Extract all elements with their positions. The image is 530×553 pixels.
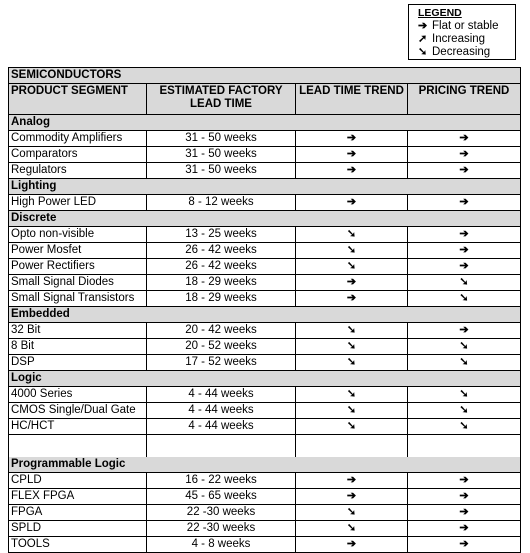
table-row xyxy=(9,419,521,435)
arrow-right-icon: ➔ xyxy=(408,537,521,553)
arrow-down-right-icon: ➘ xyxy=(418,46,428,58)
arrow-down-right-icon: ➘ xyxy=(408,291,521,307)
lead-time-table xyxy=(8,67,521,553)
arrow-right-icon: ➔ xyxy=(408,489,521,505)
lead-time-value: 13 - 25 weeks xyxy=(147,227,296,243)
table-row xyxy=(9,403,521,419)
arrow-down-right-icon: ➘ xyxy=(296,259,408,275)
product-name: Power Rectifiers xyxy=(9,259,147,275)
arrow-right-icon: ➔ xyxy=(296,537,408,553)
category-label: Discrete xyxy=(9,211,521,227)
legend-item-increasing xyxy=(418,33,515,46)
arrow-down-right-icon: ➘ xyxy=(296,505,408,521)
table-row xyxy=(9,355,521,371)
table-row xyxy=(9,275,521,291)
header-product-segment: PRODUCT SEGMENT xyxy=(9,84,147,115)
lead-time-value: 4 - 8 weeks xyxy=(147,537,296,553)
lead-time-value: 26 - 42 weeks xyxy=(147,259,296,275)
product-name: SPLD xyxy=(9,521,147,537)
table-row xyxy=(9,227,521,243)
category-label: Programmable Logic xyxy=(9,457,521,473)
arrow-right-icon: ➔ xyxy=(408,131,521,147)
category-row xyxy=(9,179,521,195)
arrow-down-right-icon: ➘ xyxy=(408,403,521,419)
arrow-down-right-icon: ➘ xyxy=(296,521,408,537)
product-name: FPGA xyxy=(9,505,147,521)
spacer-row xyxy=(9,435,521,458)
arrow-right-icon: ➔ xyxy=(296,163,408,179)
category-label: Analog xyxy=(9,115,521,131)
category-label: Embedded xyxy=(9,307,521,323)
arrow-right-icon: ➔ xyxy=(408,195,521,211)
arrow-down-right-icon: ➘ xyxy=(408,275,521,291)
product-name: Opto non-visible xyxy=(9,227,147,243)
arrow-right-icon: ➔ xyxy=(408,259,521,275)
arrow-down-right-icon: ➘ xyxy=(408,339,521,355)
lead-time-value: 4 - 44 weeks xyxy=(147,419,296,435)
category-row xyxy=(9,115,521,131)
arrow-down-right-icon: ➘ xyxy=(408,419,521,435)
spacer-cell xyxy=(296,435,408,458)
table-row xyxy=(9,243,521,259)
product-name: CMOS Single/Dual Gate xyxy=(9,403,147,419)
arrow-right-icon: ➔ xyxy=(408,227,521,243)
arrow-down-right-icon: ➘ xyxy=(408,387,521,403)
lead-time-value: 18 - 29 weeks xyxy=(147,291,296,307)
arrow-down-right-icon: ➘ xyxy=(408,355,521,371)
arrow-right-icon: ➔ xyxy=(408,163,521,179)
arrow-down-right-icon: ➘ xyxy=(296,339,408,355)
product-name: FLEX FPGA xyxy=(9,489,147,505)
legend-item-decreasing xyxy=(418,46,515,59)
table-row xyxy=(9,489,521,505)
arrow-right-icon: ➔ xyxy=(296,195,408,211)
header-lead-time: ESTIMATED FACTORY LEAD TIME xyxy=(147,84,296,115)
category-label: Lighting xyxy=(9,179,521,195)
lead-time-value: 18 - 29 weeks xyxy=(147,275,296,291)
header-pricing-trend: PRICING TREND xyxy=(408,84,521,115)
lead-time-value: 20 - 52 weeks xyxy=(147,339,296,355)
product-name: 4000 Series xyxy=(9,387,147,403)
table-row xyxy=(9,339,521,355)
category-row xyxy=(9,371,521,387)
product-name: Commodity Amplifiers xyxy=(9,131,147,147)
arrow-down-right-icon: ➘ xyxy=(296,403,408,419)
arrow-right-icon: ➔ xyxy=(408,505,521,521)
arrow-down-right-icon: ➘ xyxy=(296,355,408,371)
category-label: Logic xyxy=(9,371,521,387)
table-row xyxy=(9,537,521,553)
arrow-down-right-icon: ➘ xyxy=(296,419,408,435)
lead-time-value: 31 - 50 weeks xyxy=(147,147,296,163)
table-row xyxy=(9,195,521,211)
product-name: Small Signal Diodes xyxy=(9,275,147,291)
spacer-cell xyxy=(147,435,296,458)
arrow-right-icon: ➔ xyxy=(418,20,428,32)
arrow-right-icon: ➔ xyxy=(408,323,521,339)
product-name: 32 Bit xyxy=(9,323,147,339)
arrow-right-icon: ➔ xyxy=(408,243,521,259)
lead-time-value: 26 - 42 weeks xyxy=(147,243,296,259)
lead-time-value: 31 - 50 weeks xyxy=(147,131,296,147)
arrow-right-icon: ➔ xyxy=(296,489,408,505)
lead-time-value: 22 -30 weeks xyxy=(147,505,296,521)
arrow-right-icon: ➔ xyxy=(296,275,408,291)
product-name: Regulators xyxy=(9,163,147,179)
legend-item-flat xyxy=(418,20,515,33)
spacer-cell xyxy=(408,435,521,458)
table-row xyxy=(9,505,521,521)
arrow-down-right-icon: ➘ xyxy=(296,227,408,243)
table-row xyxy=(9,387,521,403)
arrow-right-icon: ➔ xyxy=(296,473,408,489)
product-name: DSP xyxy=(9,355,147,371)
legend-label: Flat or stable xyxy=(432,20,499,32)
legend-label: Increasing xyxy=(432,33,486,45)
lead-time-value: 20 - 42 weeks xyxy=(147,323,296,339)
table-row xyxy=(9,131,521,147)
lead-time-value: 8 - 12 weeks xyxy=(147,195,296,211)
table-row xyxy=(9,259,521,275)
lead-time-value: 16 - 22 weeks xyxy=(147,473,296,489)
product-name: Comparators xyxy=(9,147,147,163)
arrow-right-icon: ➔ xyxy=(408,521,521,537)
product-name: HC/HCT xyxy=(9,419,147,435)
arrow-right-icon: ➔ xyxy=(296,131,408,147)
product-name: 8 Bit xyxy=(9,339,147,355)
table-row xyxy=(9,521,521,537)
arrow-right-icon: ➔ xyxy=(296,147,408,163)
arrow-right-icon: ➔ xyxy=(408,147,521,163)
product-name: Small Signal Transistors xyxy=(9,291,147,307)
lead-time-value: 45 - 65 weeks xyxy=(147,489,296,505)
header-row xyxy=(9,84,521,115)
lead-time-value: 22 -30 weeks xyxy=(147,521,296,537)
table-row xyxy=(9,291,521,307)
table-row xyxy=(9,163,521,179)
header-lead-time-trend: LEAD TIME TREND xyxy=(296,84,408,115)
category-row xyxy=(9,307,521,323)
category-row xyxy=(9,211,521,227)
product-name: Power Mosfet xyxy=(9,243,147,259)
arrow-right-icon: ➔ xyxy=(296,291,408,307)
legend-title: LEGEND xyxy=(418,7,462,19)
arrow-right-icon: ➔ xyxy=(408,473,521,489)
table-row xyxy=(9,323,521,339)
arrow-down-right-icon: ➘ xyxy=(296,243,408,259)
legend-box xyxy=(408,4,516,60)
lead-time-value: 4 - 44 weeks xyxy=(147,403,296,419)
lead-time-value: 17 - 52 weeks xyxy=(147,355,296,371)
category-row xyxy=(9,457,521,473)
product-name: TOOLS xyxy=(9,537,147,553)
table-row xyxy=(9,147,521,163)
table-title: SEMICONDUCTORS xyxy=(9,68,521,84)
arrow-down-right-icon: ➘ xyxy=(296,323,408,339)
lead-time-value: 31 - 50 weeks xyxy=(147,163,296,179)
spacer-cell xyxy=(9,435,147,458)
table-row xyxy=(9,473,521,489)
arrow-up-right-icon: ➚ xyxy=(418,33,428,45)
legend-label: Decreasing xyxy=(432,46,491,58)
product-name: High Power LED xyxy=(9,195,147,211)
arrow-down-right-icon: ➘ xyxy=(296,387,408,403)
lead-time-value: 4 - 44 weeks xyxy=(147,387,296,403)
product-name: CPLD xyxy=(9,473,147,489)
